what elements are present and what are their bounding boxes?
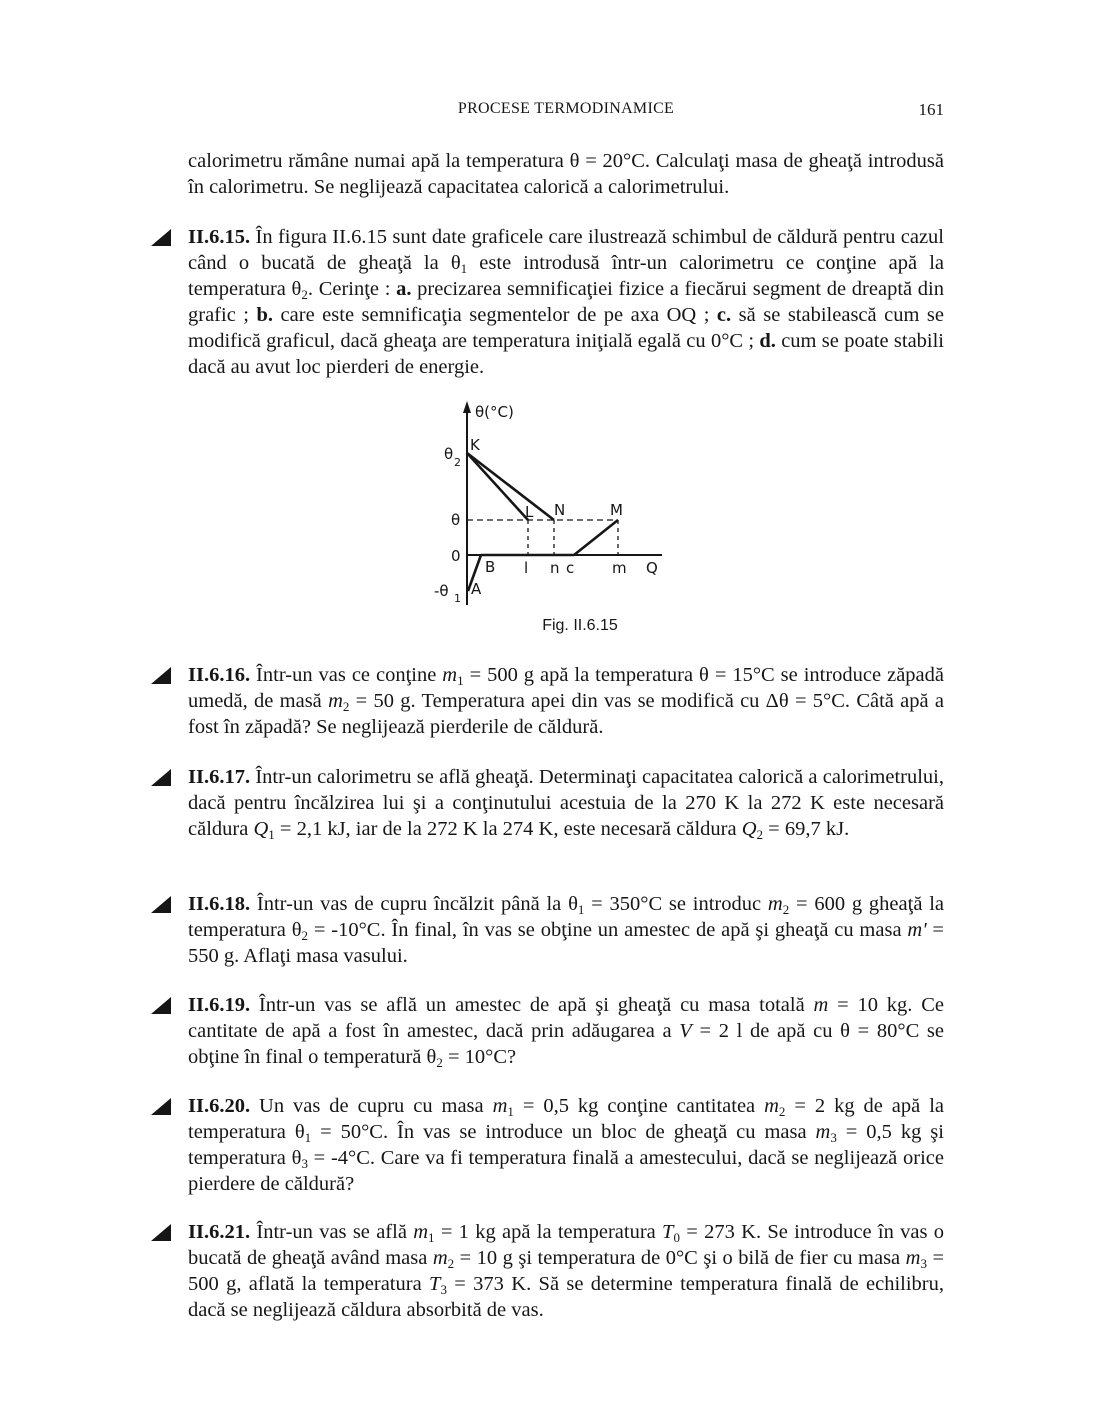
variable: m	[442, 664, 458, 686]
tick-n: n	[550, 559, 560, 577]
subscript: 1	[428, 1230, 435, 1245]
variable: m	[767, 893, 783, 915]
problem-number: II.6.21.	[188, 1221, 251, 1243]
problem-text: = 600 g gheaţă la temperatura θ	[188, 893, 944, 941]
variable: T	[429, 1273, 441, 1295]
problem-II-6-20	[188, 1093, 944, 1197]
tick-theta2: θ	[444, 445, 454, 463]
problem-II-6-16	[188, 662, 944, 740]
page-header	[188, 100, 944, 126]
subscript: 2	[756, 827, 764, 842]
problem-text: Într-un vas ce conţine	[250, 664, 443, 686]
y-axis-arrow-icon	[463, 401, 471, 413]
subscript: 1	[507, 1104, 514, 1119]
point-A-label: A	[471, 580, 482, 598]
subscript: 3	[830, 1130, 837, 1145]
problem-text: = 50 g. Temperatura apei din vas se modifică cu Δθ = 5°C. Câtă apă a fost în zăpadă? Se neglijează pierderile de căldură.	[188, 690, 944, 738]
problem-text: este introdusă într-un calorimetru ce conţine apă la temperatura θ	[188, 252, 945, 300]
requirement-label: d.	[759, 330, 776, 352]
tick-theta2-subscript: 2	[454, 456, 461, 469]
problem-II-6-15	[188, 224, 944, 380]
triangle-marker-icon	[151, 229, 171, 246]
problem-text: = -10°C. În final, în vas se obţine un amestec de apă şi gheaţă cu masa	[308, 919, 908, 941]
tick-l: l	[524, 559, 529, 577]
variable: V	[679, 1020, 692, 1042]
problem-text: care este semnificaţia segmentelor de pe axa OQ ;	[273, 304, 717, 326]
problem-text: În figura II.6.15 sunt date graficele care ilustrează schimbul de căldură pentru cazul când o bucată de gheaţă la θ	[188, 226, 944, 274]
figure-II-6-15	[420, 395, 680, 610]
variable: m	[432, 1247, 448, 1269]
point-N-label: N	[554, 501, 566, 519]
variable: m'	[907, 919, 927, 941]
problem-II-6-19	[188, 992, 944, 1070]
variable: m	[905, 1247, 921, 1269]
variable: Q	[253, 818, 269, 840]
problem-text: Un vas de cupru cu masa	[250, 1095, 493, 1117]
problem-text: = 0,5 kg conţine cantitatea	[513, 1095, 765, 1117]
subscript: 2	[436, 1055, 443, 1070]
subscript: 2	[447, 1256, 455, 1271]
problem-text: = 550 g. Aflaţi masa vasului.	[188, 919, 944, 967]
subscript: 3	[301, 1156, 308, 1171]
triangle-marker-icon	[151, 1224, 171, 1241]
problem-text: = 1 kg apă la temperatura	[434, 1221, 663, 1243]
problem-text: să se stabilească cum se modifică graficul, dacă gheaţa are temperatura iniţială egală cu 0°C ;	[188, 304, 944, 352]
problem-text: Într-un vas de cupru încălzit până la θ	[250, 893, 578, 915]
figure-caption: Fig. II.6.15	[542, 617, 618, 634]
tick-zero: 0	[451, 547, 461, 565]
heat-exchange-diagram	[420, 395, 680, 610]
problem-text: Într-un vas se află	[250, 1221, 414, 1243]
running-title: PROCESE TERMODINAMICE	[457, 100, 675, 117]
tick-neg-theta1: -θ	[434, 582, 449, 600]
triangle-marker-icon	[151, 667, 171, 684]
segment-KL	[467, 453, 528, 520]
problem-number: II.6.16.	[188, 664, 251, 686]
tick-m: m	[612, 559, 627, 577]
variable: Q	[741, 818, 757, 840]
subscript: 2	[782, 902, 790, 917]
segment-cM	[574, 520, 618, 555]
subscript: 0	[673, 1230, 680, 1245]
problem-text: = 0,5 kg şi temperatura θ	[188, 1121, 944, 1169]
problem-number: II.6.20.	[188, 1095, 251, 1117]
segment-KN	[467, 453, 554, 520]
problem-II-6-17	[188, 764, 944, 842]
problem-II-6-21	[188, 1219, 944, 1323]
problem-II-6-18	[188, 891, 944, 969]
point-L-label: L	[525, 503, 534, 521]
tick-neg-theta1-subscript: 1	[454, 592, 461, 605]
variable: m	[413, 1221, 429, 1243]
problem-text: = 2 kg de apă la temperatura θ	[188, 1095, 944, 1143]
problem-text: cum se poate stabili dacă au avut loc pierderi de energie.	[188, 330, 945, 378]
variable: m	[764, 1095, 779, 1117]
variable: m	[328, 690, 343, 712]
problem-number: II.6.18.	[188, 893, 251, 915]
problem-text: = 10 kg. Ce cantitate de apă a fost în amestec, dacă prin adăugarea a	[188, 994, 944, 1042]
problem-number: II.6.17.	[188, 766, 251, 788]
point-B-label: B	[485, 558, 496, 576]
subscript: 3	[920, 1256, 927, 1271]
problem-text: = 69,7 kJ.	[763, 818, 850, 840]
y-axis-label: θ(°C)	[475, 403, 514, 421]
problem-text: = 2,1 kJ, iar de la 272 K la 274 K, este necesară căldura	[274, 818, 742, 840]
problem-number: II.6.15.	[188, 226, 251, 248]
problem-text: = 50°C. În vas se introduce un bloc de gheaţă cu masa	[311, 1121, 816, 1143]
intro-paragraph: calorimetru rămâne numai apă la temperatura θ = 20°C. Calculaţi masa de gheaţă introdusă în calorimetru. Se neglijează capacitatea calorică a calorimetrului.	[188, 150, 944, 198]
point-M-label: M	[610, 501, 623, 519]
requirement-label: a.	[396, 278, 412, 300]
problem-text: Într-un calorimetru se află gheaţă. Determinaţi capacitatea calorică a calorimetrului, dacă pentru încălzirea lui şi a conţinutului acestuia de la 270 K la 272 K este necesară căldura	[188, 766, 944, 840]
triangle-marker-icon	[151, 896, 171, 913]
subscript: 2	[301, 287, 308, 302]
problem-text: = 273 K. Se introduce în vas o bucată de gheaţă având masa	[188, 1221, 944, 1269]
problem-text: = 350°C se introduc	[584, 893, 768, 915]
requirement-label: b.	[256, 304, 274, 326]
variable: m	[813, 994, 829, 1016]
problem-text: = 373 K. Să se determine temperatura finală de echilibru, dacă se neglijează căldura absorbită de vas.	[188, 1273, 944, 1321]
problem-text: = -4°C. Care va fi temperatura finală a amestecului, dacă se neglijează orice pierdere de căldură?	[188, 1147, 944, 1195]
subscript: 1	[268, 827, 275, 842]
point-K-label: K	[470, 436, 480, 454]
variable: m	[815, 1121, 831, 1143]
subscript: 2	[778, 1104, 786, 1119]
triangle-marker-icon	[151, 1098, 171, 1115]
subscript: 3	[440, 1282, 447, 1297]
subscript: 1	[577, 902, 585, 917]
tick-theta: θ	[451, 511, 461, 529]
triangle-marker-icon	[151, 997, 171, 1014]
problem-text: = 10°C?	[442, 1046, 517, 1068]
triangle-marker-icon	[151, 769, 171, 786]
tick-c: c	[566, 559, 575, 577]
problem-number: II.6.19.	[188, 994, 251, 1016]
problem-text: = 500 g, aflată la temperatura	[188, 1247, 945, 1295]
variable: T	[662, 1221, 674, 1243]
problem-text: = 10 g şi temperatura de 0°C şi o bilă de fier cu masa	[454, 1247, 906, 1269]
problem-text: . Cerinţe :	[307, 278, 397, 300]
problem-text: Într-un vas se află un amestec de apă şi gheaţă cu masa totală	[250, 994, 814, 1016]
x-axis-label: Q	[646, 559, 658, 577]
subscript: 2	[301, 928, 309, 943]
problem-text: = 2 l de apă cu θ = 80°C se obţine în final o temperatură θ	[188, 1020, 944, 1068]
problem-text: = 500 g apă la temperatura θ = 15°C se introduce zăpadă umedă, de masă	[188, 664, 944, 712]
variable: m	[492, 1095, 508, 1117]
requirement-label: c.	[716, 304, 732, 326]
problem-text: precizarea semnificaţiei fizice a fiecărui segment de dreaptă din grafic ;	[188, 278, 944, 326]
page-number: 161	[918, 100, 944, 119]
subscript: 2	[342, 699, 350, 714]
subscript: 1	[457, 673, 464, 688]
subscript: 1	[460, 261, 468, 276]
subscript: 1	[304, 1130, 312, 1145]
